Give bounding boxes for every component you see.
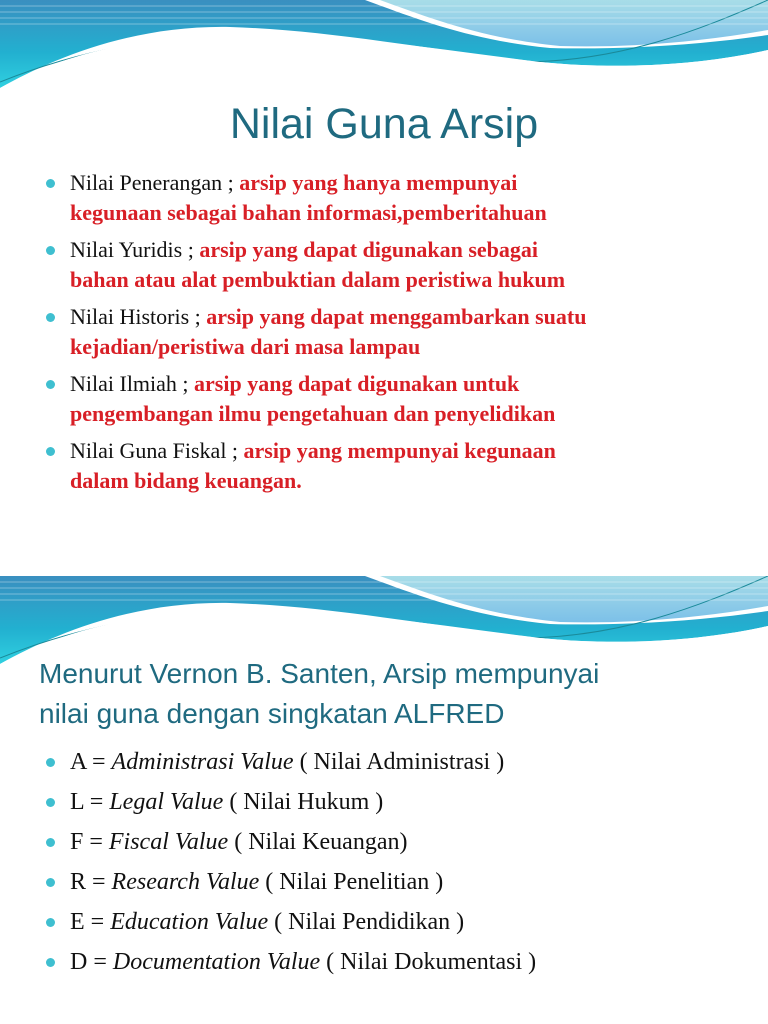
item-term: Legal Value	[109, 789, 224, 815]
item-term: Research Value	[111, 869, 260, 895]
item-description: arsip yang dapat menggambarkan suatu	[206, 304, 587, 329]
list-item	[44, 822, 536, 862]
item-description: kejadian/peristiwa dari masa lampau	[70, 334, 421, 359]
item-label: Nilai Yuridis ;	[70, 237, 200, 262]
item-letter: D =	[70, 949, 113, 975]
item-description: arsip yang dapat digunakan untuk	[194, 371, 520, 396]
item-meaning: ( Nilai Hukum )	[223, 789, 384, 815]
list-item	[44, 942, 536, 982]
list-item	[44, 902, 536, 942]
item-term: Administrasi Value	[111, 749, 294, 775]
item-meaning: ( Nilai Administrasi )	[293, 749, 505, 775]
item-term: Education Value	[110, 909, 269, 935]
item-letter: F =	[70, 829, 109, 855]
bullet-icon	[46, 447, 55, 456]
item-meaning: ( Nilai Keuangan)	[228, 829, 408, 855]
heading-line: Menurut Vernon B. Santen, Arsip mempunyai	[39, 658, 600, 689]
item-letter: E =	[70, 909, 111, 935]
item-label: Nilai Historis ;	[70, 304, 207, 329]
bullet-icon	[46, 313, 55, 322]
item-description: arsip yang mempunyai kegunaan	[243, 438, 556, 463]
bullet-icon	[46, 179, 55, 188]
list-item	[44, 302, 754, 362]
slide-alfred	[0, 576, 768, 1024]
bullet-icon	[46, 758, 55, 767]
bullet-icon	[46, 246, 55, 255]
item-description: pengembangan ilmu pengetahuan dan penyelidikan	[70, 401, 556, 426]
wave-header-decoration	[0, 0, 768, 100]
list-item	[44, 862, 536, 902]
item-letter: A =	[70, 749, 112, 775]
item-label: Nilai Penerangan ;	[70, 170, 240, 195]
bullet-icon	[46, 918, 55, 927]
bullet-icon	[46, 798, 55, 807]
list-item	[44, 369, 754, 429]
item-description: dalam bidang keuangan.	[70, 468, 302, 493]
item-description: kegunaan sebagai bahan informasi,pemberitahuan	[70, 200, 547, 225]
item-letter: L =	[70, 789, 110, 815]
bullet-icon	[46, 380, 55, 389]
item-letter: R =	[70, 869, 112, 895]
item-label: Nilai Guna Fiskal ;	[70, 438, 244, 463]
list-item	[44, 436, 754, 496]
item-meaning: ( Nilai Pendidikan )	[268, 909, 465, 935]
heading-line: nilai guna dengan singkatan ALFRED	[39, 698, 505, 729]
item-label: Nilai Ilmiah ;	[70, 371, 195, 396]
alfred-list	[44, 742, 536, 982]
item-description: arsip yang dapat digunakan sebagai	[199, 237, 539, 262]
list-item	[44, 235, 754, 295]
bullet-icon	[46, 878, 55, 887]
bullet-icon	[46, 838, 55, 847]
item-meaning: ( Nilai Dokumentasi )	[320, 949, 537, 975]
item-term: Documentation Value	[112, 949, 321, 975]
list-item	[44, 742, 536, 782]
slide-title: Nilai Guna Arsip	[229, 100, 539, 148]
slide-heading	[39, 654, 599, 734]
list-item	[44, 782, 536, 822]
item-term: Fiscal Value	[108, 829, 229, 855]
bullet-icon	[46, 958, 55, 967]
value-types-list	[44, 168, 754, 503]
item-description: arsip yang hanya mempunyai	[239, 170, 518, 195]
item-description: bahan atau alat pembuktian dalam peristiwa hukum	[70, 267, 566, 292]
item-meaning: ( Nilai Penelitian )	[259, 869, 444, 895]
list-item	[44, 168, 754, 228]
